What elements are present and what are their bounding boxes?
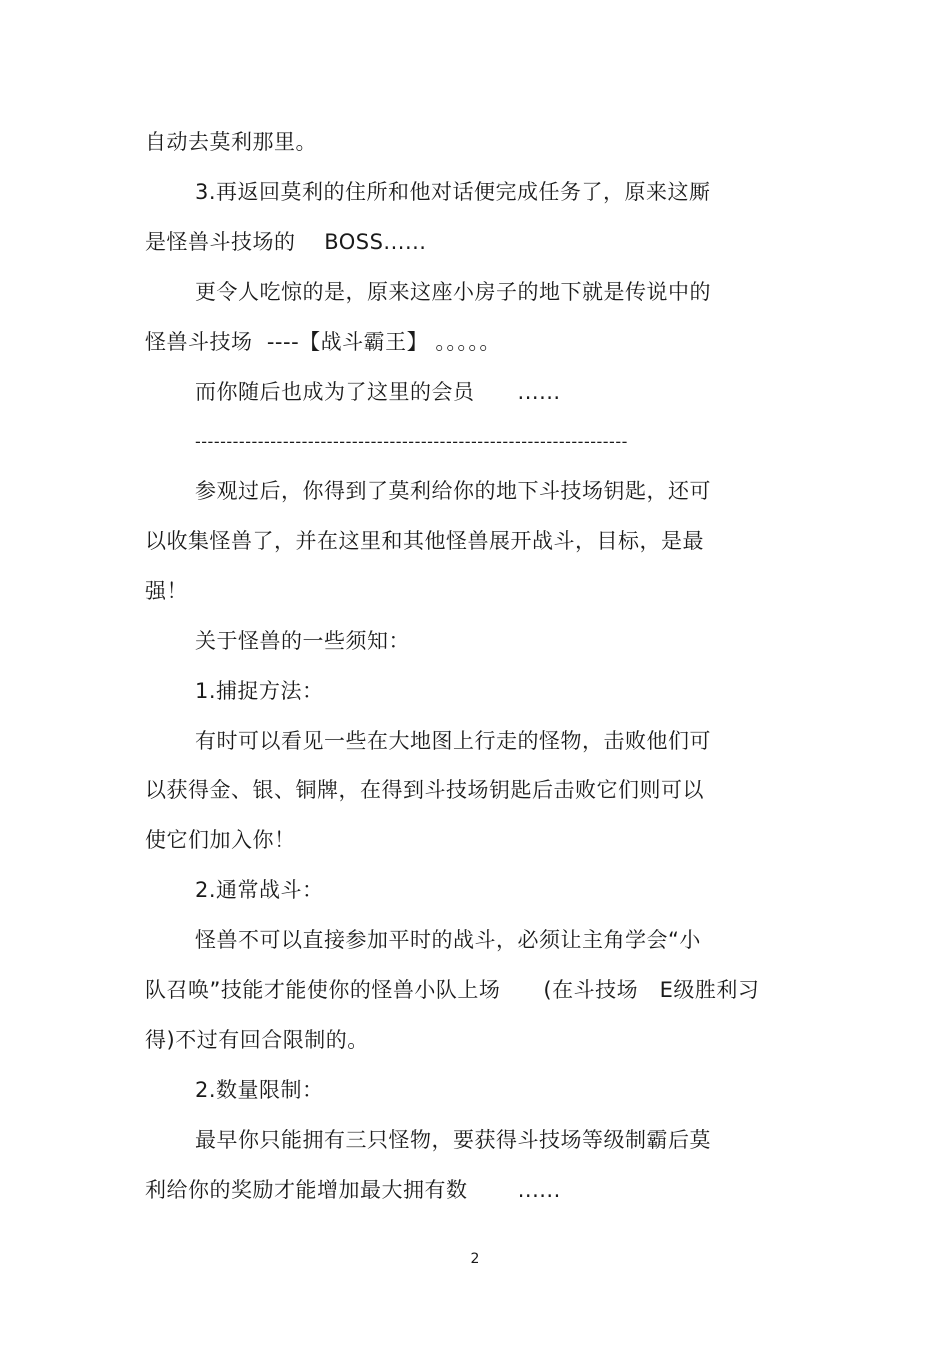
paragraph-line: 怪兽不可以直接参加平时的战斗，必须让主角学会“小 [195,928,701,952]
subsection-heading: 1.捕捉方法： [195,679,324,703]
section-heading: 关于怪兽的一些须知： [195,629,410,653]
paragraph-line: 有时可以看见一些在大地图上行走的怪物，击败他们可 [195,729,711,753]
paragraph-line: 怪兽斗技场 ----【战斗霸王】 。。。。。 [145,330,501,354]
page-number: 2 [470,1251,480,1267]
paragraph-line: 最早你只能拥有三只怪物，要获得斗技场等级制霸后莫 [195,1128,711,1152]
paragraph-line: 更令人吃惊的是，原来这座小房子的地下就是传说中的 [195,280,711,304]
subsection-heading: 2.通常战斗： [195,878,324,902]
paragraph-line: 自动去莫利那里。 [145,130,317,154]
paragraph-line: 使它们加入你！ [145,828,296,852]
paragraph-line: 以收集怪兽了，并在这里和其他怪兽展开战斗，目标，是最 [145,529,704,553]
subsection-heading: 2.数量限制： [195,1078,324,1102]
paragraph-line: 以获得金、银、铜牌，在得到斗技场钥匙后击败它们则可以 [145,778,704,802]
paragraph-line: 3.再返回莫利的住所和他对话便完成任务了，原来这厮 [195,180,711,204]
paragraph-line: 利给你的奖励才能增加最大拥有数 ...... [145,1178,561,1202]
paragraph-line: 是怪兽斗技场的 BOSS...... [145,230,427,254]
dashed-divider: --------------------------------------------------------------------- [195,432,628,451]
paragraph-line: 参观过后，你得到了莫利给你的地下斗技场钥匙，还可 [195,479,711,503]
paragraph-line: 强！ [145,579,188,603]
paragraph-line: 而你随后也成为了这里的会员 ...... [195,380,561,404]
paragraph-line: 队召唤”技能才能使你的怪兽小队上场 (在斗技场 E级胜利习 [145,978,760,1002]
paragraph-line: 得)不过有回合限制的。 [145,1028,369,1052]
